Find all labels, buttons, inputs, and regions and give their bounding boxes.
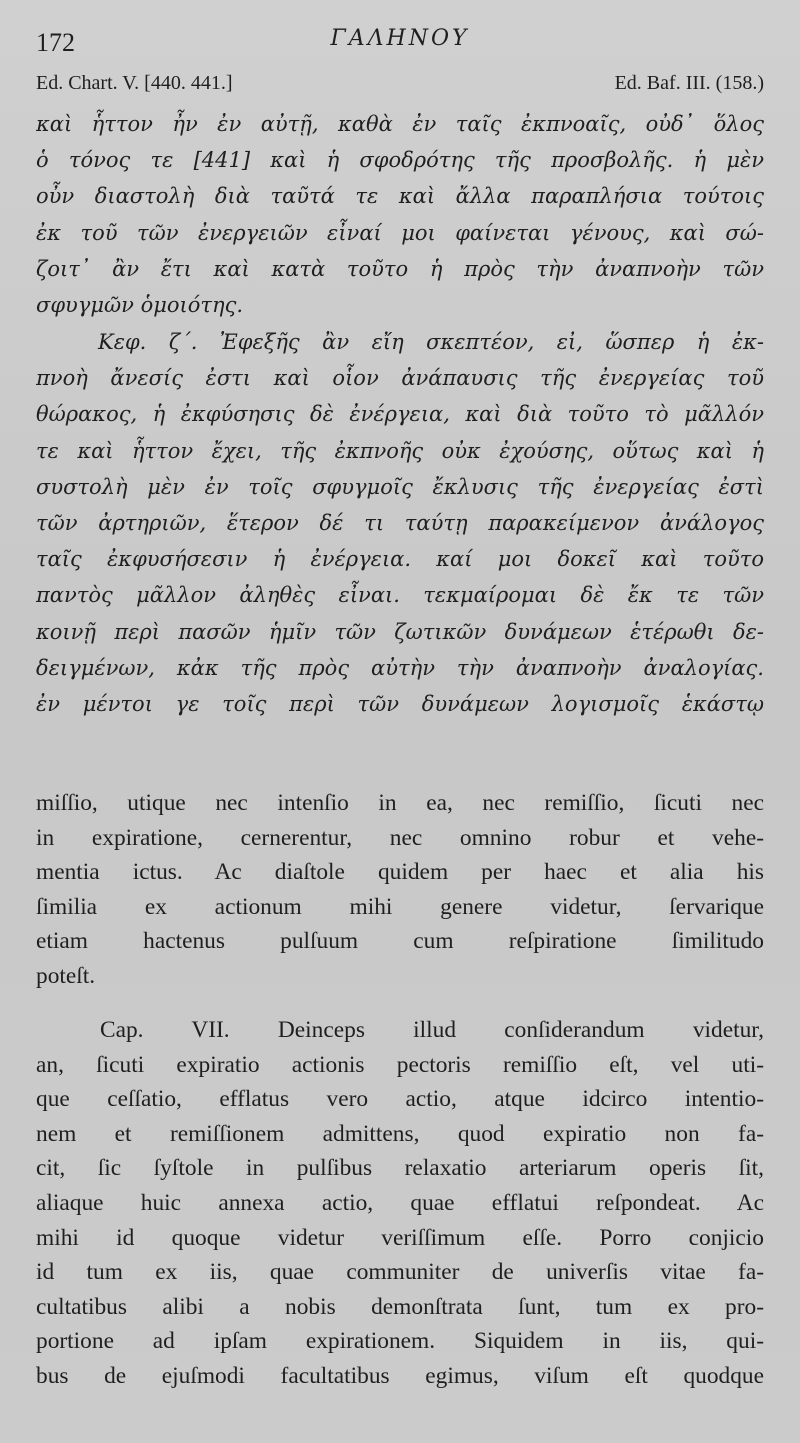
greek-line: ζοιτ᾽ ἂν ἔτι καὶ κατὰ τοῦτο ἡ πρὸς τὴν ἀναπνοὴν τῶν — [36, 256, 764, 281]
latin-line: etiam hactenus pulſuum cum reſpiratione ſimilitudo — [36, 928, 764, 955]
greek-line: τῶν ἀρτηριῶν, ἕτερον δέ τι ταύτῃ παρακείμενον ἀνάλογος — [36, 511, 764, 536]
greek-line: συστολὴ μὲν ἐν τοῖς σφυγμοῖς ἔκλυσις τῆς ἐνεργείας ἐστὶ — [36, 474, 764, 499]
greek-line: ἐν μέντοι γε τοῖς περὶ τῶν δυνάμεων λογισμοῖς ἑκάστῳ — [36, 692, 764, 717]
edition-reference-chartier: Ed. Chart. V. [440. 441.] — [36, 72, 233, 94]
running-title: ΓΑΛΗΝΟΥ — [330, 26, 470, 51]
greek-line: ὁ τόνος τε [441] καὶ ἡ σφοδρότης τῆς προσβολῆς. ἡ μὲν — [36, 148, 764, 173]
latin-chapter-line: Cap. VII. Deinceps illud conſiderandum videtur, — [100, 1017, 764, 1043]
latin-line: portione ad ipſam expirationem. Siquidem in iis, qui- — [36, 1328, 764, 1355]
greek-line: ταῖς ἐκφυσήσεσιν ἡ ἐνέργεια. καί μοι δοκεῖ καὶ τοῦτο — [36, 547, 764, 572]
edition-references — [36, 72, 764, 102]
greek-line: καὶ ἧττον ἦν ἐν αὐτῇ, καθὰ ἐν ταῖς ἐκπνοαῖς, οὐδ᾽ ὅλος — [36, 112, 764, 136]
latin-paragraph-1 — [36, 786, 764, 994]
latin-line: poteſt. — [36, 962, 96, 989]
latin-line: cultatibus alibi a nobis demonſtrata ſunt, tum ex pro- — [36, 1293, 764, 1320]
greek-line: κοινῇ περὶ πασῶν ἡμῖν τῶν ζωτικῶν δυνάμεων ἑτέρωθι δε- — [36, 619, 764, 644]
greek-line: ἐκ τοῦ τῶν ἐνεργειῶν εἶναί μοι φαίνεται γένους, καὶ σώ- — [36, 220, 764, 245]
latin-line: cit, ſic ſyſtole in pulſibus relaxatio arteriarum operis ſit, — [36, 1155, 764, 1182]
latin-line: bus de ejuſmodi facultatibus egimus, viſum eſt quodque — [36, 1362, 764, 1389]
greek-line: πνοὴ ἄνεσίς ἐστι καὶ οἷον ἀνάπαυσις τῆς ἐνεργείας τοῦ — [36, 366, 764, 391]
greek-line: παντὸς μᾶλλον ἀληθὲς εἶναι. τεκμαίρομαι δὲ ἔκ τε τῶν — [36, 583, 764, 608]
greek-line: δειγμένων, κἀκ τῆς πρὸς αὐτὴν τὴν ἀναπνοὴν ἀναλογίας. — [36, 655, 764, 680]
latin-line: mentia ictus. Ac diaſtole quidem per haec et alia his — [36, 859, 764, 886]
greek-line: σφυγμῶν ὁμοιότης. — [36, 293, 244, 318]
latin-line: ſimilia ex actionum mihi genere videtur, ſervarique — [36, 893, 764, 920]
edition-reference-basel: Ed. Baf. III. (158.) — [614, 72, 764, 94]
latin-line: miſſio, utique nec intenſio in ea, nec remiſſio, ſicuti nec — [36, 790, 764, 816]
latin-paragraph-2 — [36, 1013, 764, 1394]
latin-line: mihi id quoque videtur veriſſimum eſſe. Porro conjicio — [36, 1224, 764, 1251]
greek-paragraph-1 — [36, 106, 764, 323]
latin-line: que ceſſatio, efflatus vero actio, atque idcirco intentio- — [36, 1086, 764, 1113]
greek-line: οὖν διαστολὴ διὰ ταῦτά τε καὶ ἄλλα παραπλήσια τούτοις — [36, 184, 764, 209]
latin-line: an, ſicuti expiratio actionis pectoris remiſſio eſt, vel uti- — [36, 1051, 764, 1078]
greek-line: τε καὶ ἧττον ἔχει, τῆς ἐκπνοῆς οὐκ ἐχούσης, οὕτως καὶ ἡ — [36, 438, 764, 463]
latin-line: in expiratione, cernerentur, nec omnino robur et vehe- — [36, 824, 764, 851]
greek-paragraph-2 — [36, 324, 764, 722]
page-number: 172 — [36, 28, 75, 57]
greek-chapter-line: Κεφ. ζ΄. Ἐφεξῆς ἂν εἴη σκεπτέον, εἰ, ὥσπερ ἡ ἐκ- — [98, 330, 764, 354]
latin-line: nem et remiſſionem admittens, quod expiratio non fa- — [36, 1120, 764, 1147]
greek-line: θώρακος, ἡ ἐκφύσησις δὲ ἐνέργεια, καὶ διὰ τοῦτο τὸ μᾶλλόν — [36, 402, 764, 427]
page-header — [36, 22, 764, 58]
latin-line: aliaque huic annexa actio, quae efflatui reſpondeat. Ac — [36, 1189, 764, 1216]
latin-line: id tum ex iis, quae communiter de univerſis vitae fa- — [36, 1259, 764, 1286]
